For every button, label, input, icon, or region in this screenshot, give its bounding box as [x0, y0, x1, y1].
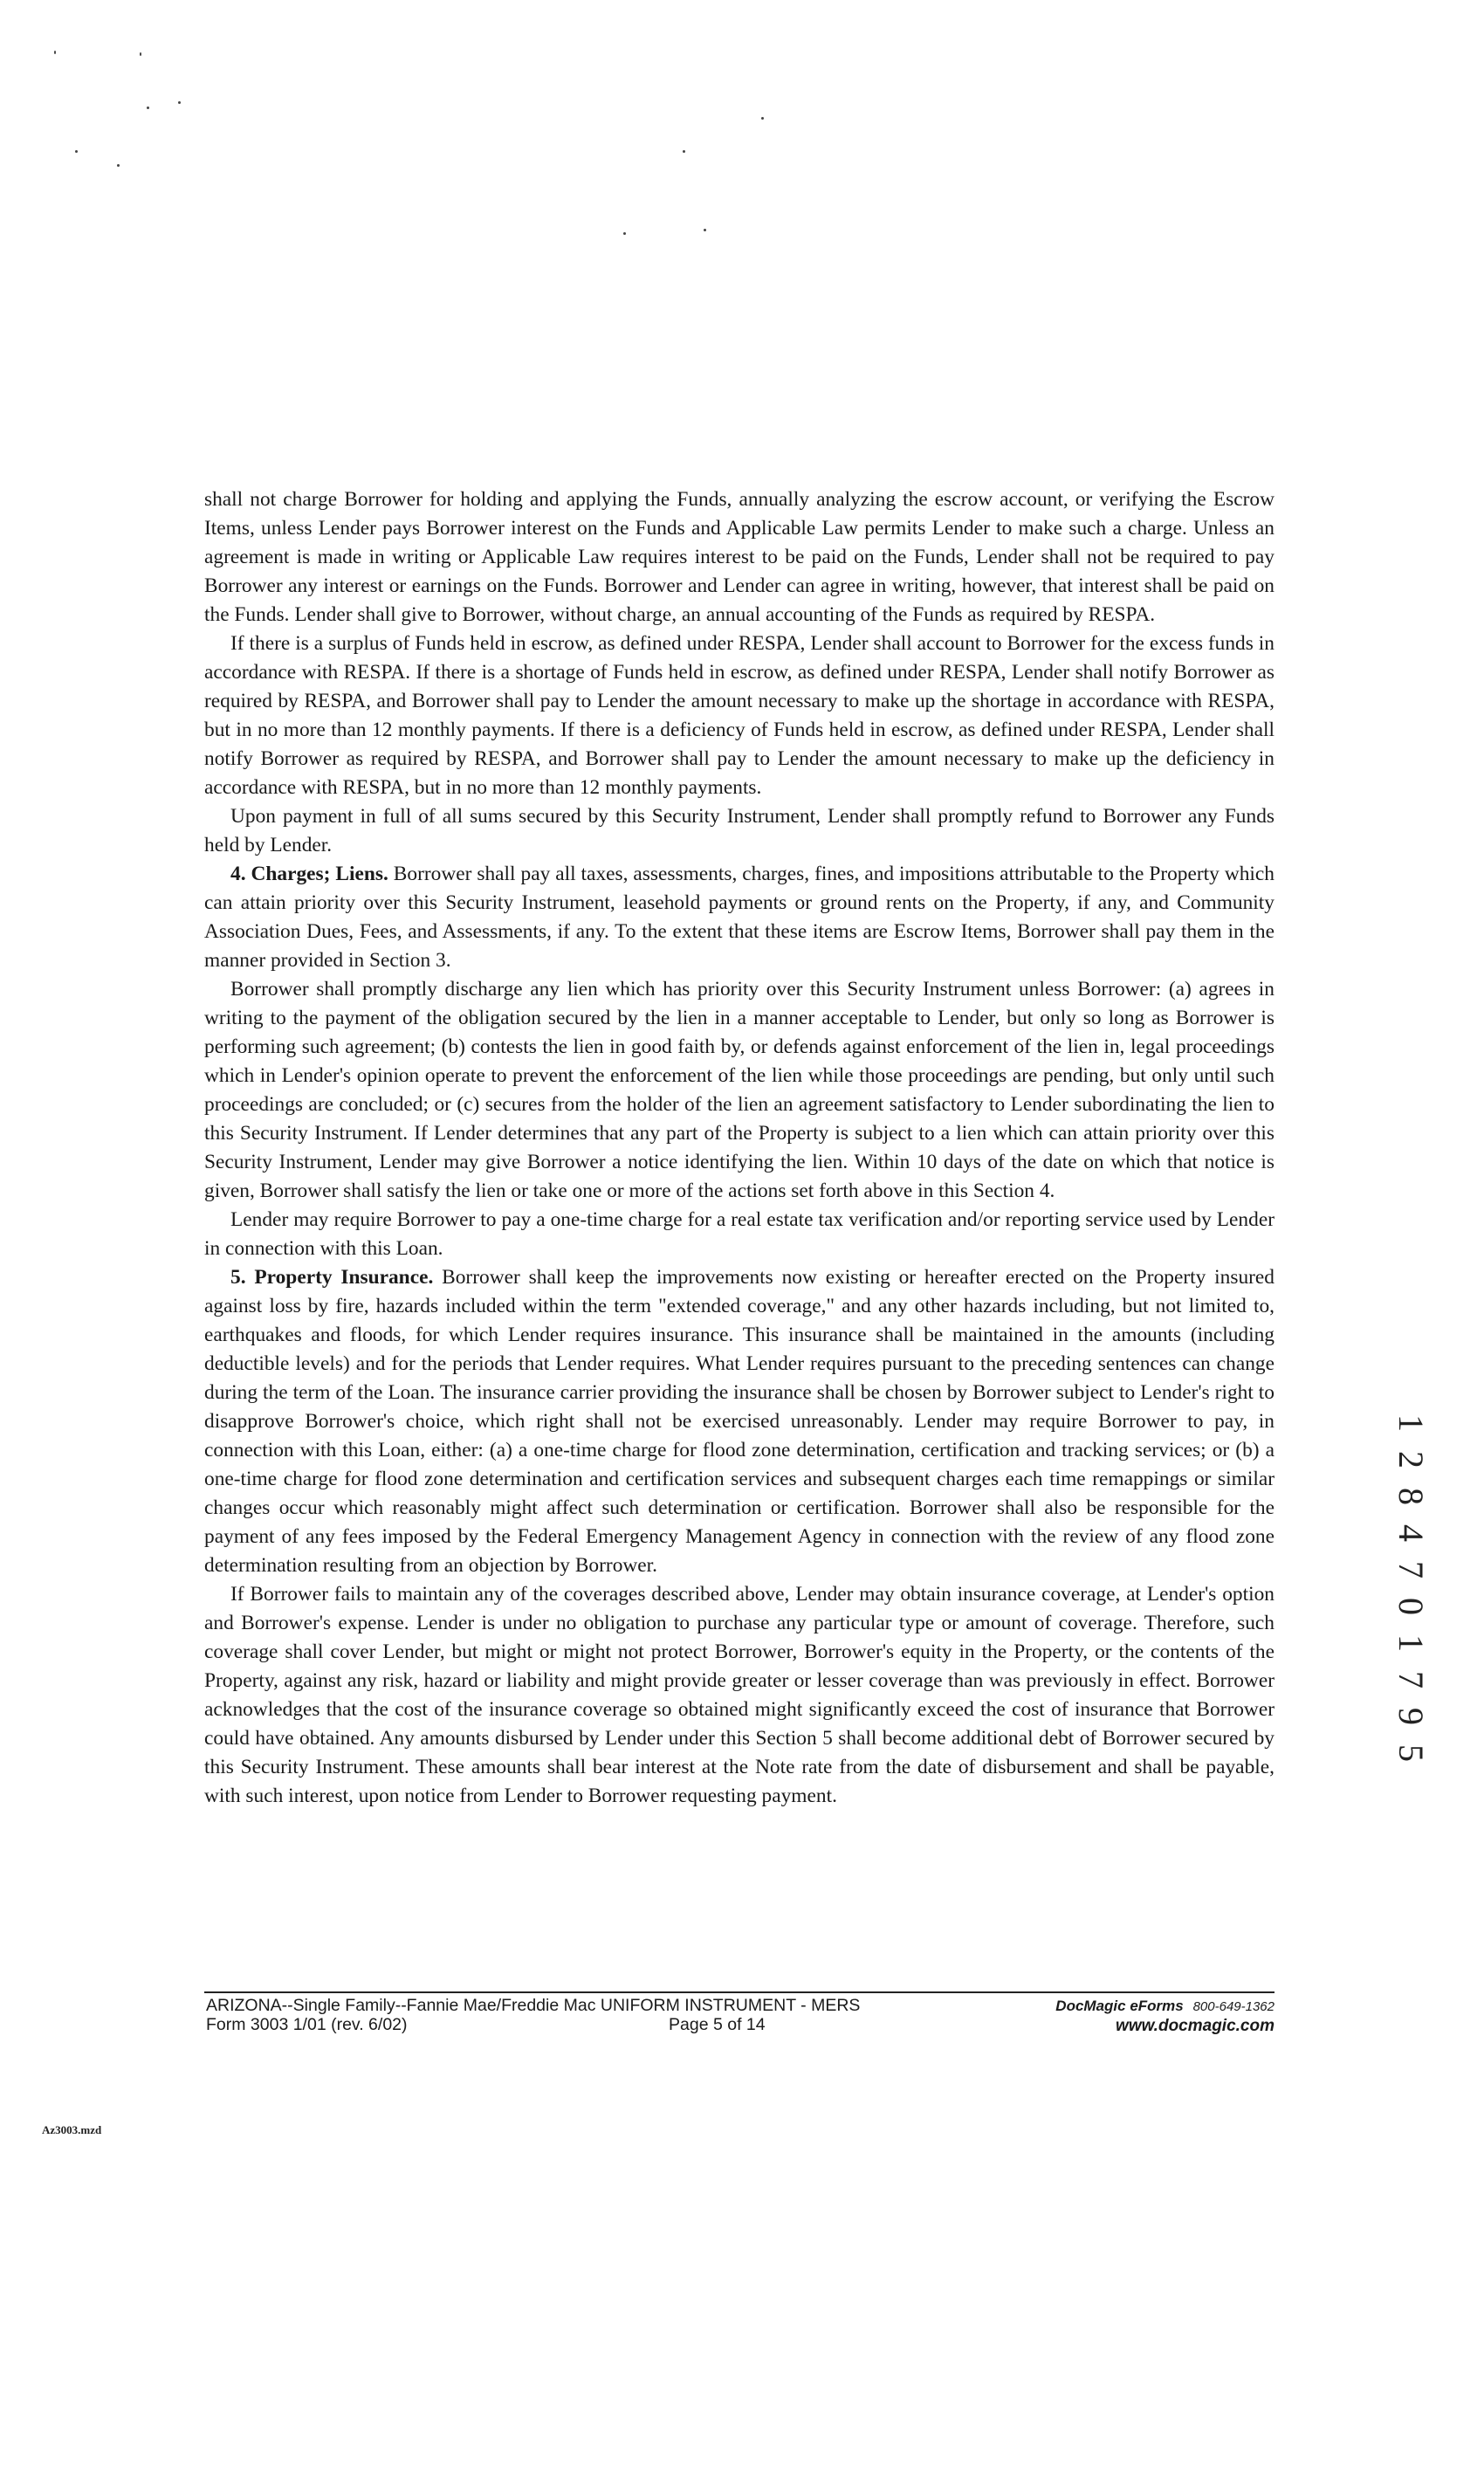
publisher-logo: DocMagic eForms [1055, 1998, 1184, 2014]
scan-speck [704, 229, 706, 231]
paragraph-refund: Upon payment in full of all sums secured by this Security Instrument, Lender shall promptly refund to Borrower any Funds held by Lender. [204, 805, 1274, 856]
scan-speck [623, 232, 626, 235]
scan-speck [75, 150, 78, 153]
paragraph-escrow-charges: shall not charge Borrower for holding and applying the Funds, annually analyzing the escrow account, or verifying the Escrow Items, unless Lender pays Borrower interest on the Funds and Applicable Law permits Lender to make such a charge. Unless an agreement is made in writing or Applicable Law requires interest to be paid on the Funds, Lender shall not be required to pay Borrower any interest or earnings on the Funds. Borrower and Lender can agree in writing, however, that interest shall be paid on the Funds. Lender shall give to Borrower, without charge, an annual accounting of the Funds as required by RESPA. [204, 488, 1274, 626]
footer-publisher [1055, 1996, 1274, 2036]
scan-speck [147, 107, 149, 109]
section-4-text: Borrower shall pay all taxes, assessments, charges, fines, and impositions attributable to the Property which can attain priority over this Security Instrument, leasehold payments or ground rents on the Property, if any, and Community Association Dues, Fees, and Assessments, if any. To the extent that these items are Escrow Items, Borrower shall pay them in the manner provided in Section 3. [204, 863, 1274, 972]
scan-speck [54, 51, 56, 54]
scan-speck [178, 101, 181, 104]
scan-speck [683, 150, 685, 153]
paragraph-section-4 [204, 860, 1274, 975]
document-body [204, 485, 1274, 1811]
recording-stamp: 1 2 8 4 7 0 1 7 9 5 [1391, 1414, 1431, 1767]
footer-form-number: Form 3003 1/01 (rev. 6/02) [206, 2015, 408, 2034]
footer-page-number: Page 5 of 14 [669, 2015, 766, 2034]
paragraph-escrow-surplus: If there is a surplus of Funds held in escrow, as defined under RESPA, Lender shall account to Borrower for the excess funds in accordance with RESPA. If there is a shortage of Funds held in escrow, as defined under RESPA, Lender shall notify Borrower as required by RESPA, and Borrower shall pay to Lender the amount necessary to make up the shortage in accordance with RESPA, but in no more than 12 monthly payments. If there is a deficiency of Funds held in escrow, as defined under RESPA, Lender shall notify Borrower as required by RESPA, and Borrower shall pay to Lender the amount necessary to make up the deficiency in accordance with RESPA, but in no more than 12 monthly payments. [204, 632, 1274, 799]
scan-speck [761, 117, 764, 120]
section-5-text: Borrower shall keep the improvements now existing or hereafter erected on the Property insured against loss by fire, hazards included within the term "extended coverage," and any other hazards including, but not limited to, earthquakes and floods, for which Lender requires insurance. This insurance shall be maintained in the amounts (including deductible levels) and for the periods that Lender requires. What Lender requires pursuant to the preceding sentences can change during the term of the Loan. The insurance carrier providing the insurance shall be chosen by Borrower subject to Lender's right to disapprove Borrower's choice, which right shall not be exercised unreasonably. Lender may require Borrower to pay, in connection with this Loan, either: (a) a one-time charge for flood zone determination, certification and tracking services; or (b) a one-time charge for flood zone determination and certification services and subsequent charges each time remappings or similar changes occur which reasonably might affect such determination or certification. Borrower shall also be responsible for the payment of any fees imposed by the Federal Emergency Management Agency in connection with the review of any flood zone determination resulting from an objection by Borrower. [204, 1266, 1275, 1577]
paragraph-section-5 [204, 1263, 1274, 1580]
footer-form-title: ARIZONA--Single Family--Fannie Mae/Freddie Mac UNIFORM INSTRUMENT - MERS [206, 1996, 861, 2015]
file-identifier: Az3003.mzd [42, 2123, 102, 2136]
scan-speck [140, 52, 141, 56]
publisher-phone: 800-649-1362 [1192, 1999, 1274, 2014]
paragraph-coverage-failure: If Borrower fails to maintain any of the coverages described above, Lender may obtain insurance coverage, at Lender's option and Borrower's expense. Lender is under no obligation to purchase any particular type or amount of coverage. Therefore, such coverage shall cover Lender, but might or might not protect Borrower, Borrower's equity in the Property, or the contents of the Property, against any risk, hazard or liability and might provide greater or lesser coverage than was previously in effect. Borrower acknowledges that the cost of the insurance coverage so obtained might significantly exceed the cost of insurance that Borrower could have obtained. Any amounts disbursed by Lender under this Section 5 shall become additional debt of Borrower secured by this Security Instrument. These amounts shall bear interest at the Note rate from the date of disbursement and shall be payable, with such interest, upon notice from Lender to Borrower requesting payment. [204, 1583, 1274, 1807]
section-4-title: 4. Charges; Liens. [230, 863, 388, 885]
section-5-title: 5. Property Insurance. [230, 1266, 434, 1289]
footer-divider [204, 1991, 1274, 1993]
scan-speck [117, 164, 120, 167]
paragraph-tax-verification: Lender may require Borrower to pay a one-time charge for a real estate tax verification and/or reporting service used by Lender in connection with this Loan. [204, 1208, 1274, 1260]
paragraph-discharge-lien: Borrower shall promptly discharge any lien which has priority over this Security Instrument unless Borrower: (a) agrees in writing to the payment of the obligation secured by the lien in a manner acceptable to Lender, but only so long as Borrower is performing such agreement; (b) contests the lien in good faith by, or defends against enforcement of the lien in, legal proceedings which in Lender's opinion operate to prevent the enforcement of the lien while those proceedings are pending, but only until such proceedings are concluded; or (c) secures from the holder of the lien an agreement satisfactory to Lender subordinating the lien to this Security Instrument. If Lender determines that any part of the Property is subject to a lien which can attain priority over this Security Instrument, Lender may give Borrower a notice identifying the lien. Within 10 days of the date on which that notice is given, Borrower shall satisfy the lien or take one or more of the actions set forth above in this Section 4. [204, 978, 1274, 1202]
publisher-url: www.docmagic.com [1116, 2017, 1274, 2035]
